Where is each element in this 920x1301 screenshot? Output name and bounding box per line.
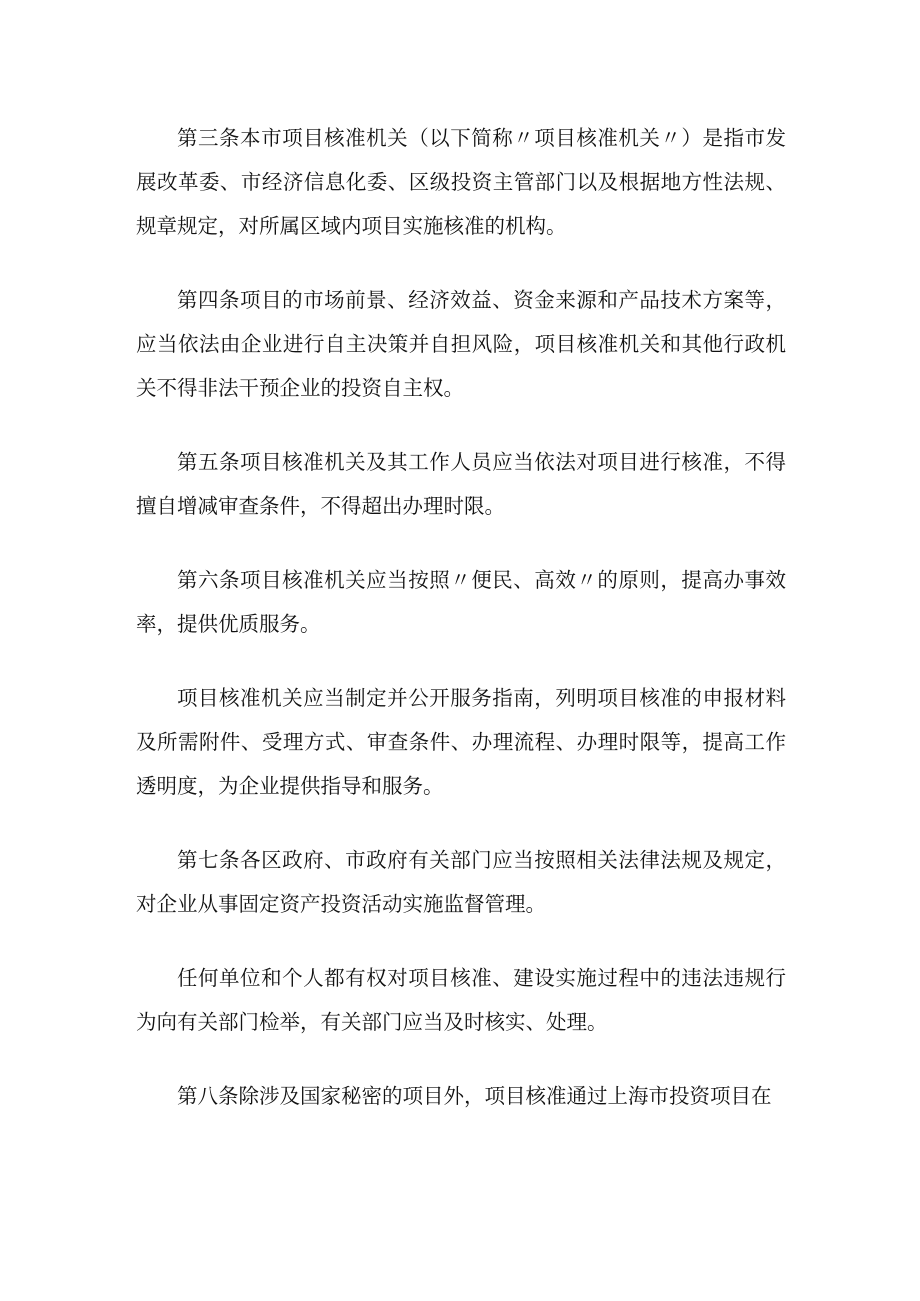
paragraph-service-guide: 项目核准机关应当制定并公开服务指南，列明项目核准的申报材料及所需附件、受理方式、审查条件、办理流程、办理时限等，提高工作透明度，为企业提供指导和服务。 (136, 686, 786, 798)
paragraph-article-5: 第五条项目核准机关及其工作人员应当依法对项目进行核准，不得擅自增减审查条件，不得超出办理时限。 (136, 450, 786, 518)
document-body (136, 116, 786, 1148)
paragraph-article-7: 第七条各区政府、市政府有关部门应当按照相关法律法规及规定，对企业从事固定资产投资活动实施监督管理。 (136, 848, 786, 916)
paragraph-reporting: 任何单位和个人都有权对项目核准、建设实施过程中的违法违规行为向有关部门检举，有关部门应当及时核实、处理。 (136, 966, 786, 1034)
paragraph-article-4: 第四条项目的市场前景、经济效益、资金来源和产品技术方案等，应当依法由企业进行自主决策并自担风险，项目核准机关和其他行政机关不得非法干预企业的投资自主权。 (136, 288, 786, 400)
paragraph-article-3: 第三条本市项目核准机关（以下简称〃项目核准机关〃）是指市发展改革委、市经济信息化委、区级投资主管部门以及根据地方性法规、规章规定，对所属区域内项目实施核准的机构。 (136, 126, 786, 238)
paragraph-article-8: 第八条除涉及国家秘密的项目外，项目核准通过上海市投资项目在 (177, 1084, 772, 1108)
paragraph-article-6: 第六条项目核准机关应当按照〃便民、高效〃的原则，提高办事效率，提供优质服务。 (136, 568, 786, 636)
